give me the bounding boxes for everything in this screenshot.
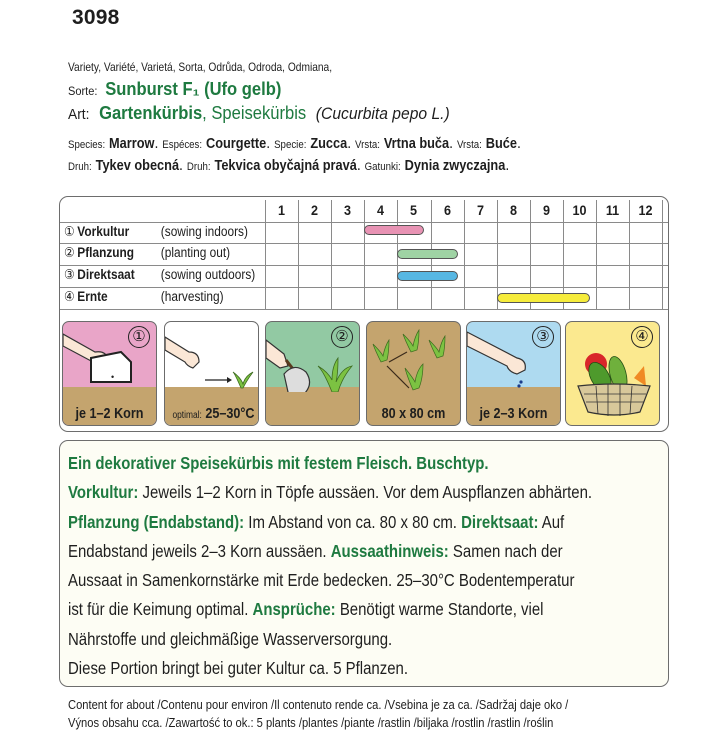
- species-value: Dynia zwyczajna: [404, 158, 506, 174]
- activity-translation: (sowing outdoors): [160, 267, 256, 283]
- species-value: Tekvica obyčajná pravá: [214, 158, 357, 174]
- species-value: Courgette: [206, 136, 267, 152]
- description-line: [68, 625, 577, 654]
- footer-line-2: Výnos obsahu cca. /Zawartość to ok.: 5 plants /plantes /piante /rastlin /biljaka /rostlin /rastlin /roślin: [68, 715, 554, 730]
- variety-header: Variety, Variété, Varietá, Sorta, Odrůda, Odroda, Odmiana,: [68, 61, 333, 74]
- month-header: 12: [638, 202, 653, 218]
- activity-translation: (planting out): [160, 245, 231, 261]
- activity-name: Pflanzung: [77, 245, 135, 261]
- description-text: Jeweils 1–2 Korn in Töpfe aussäen. Vor dem Auspflanzen abhärten.: [138, 482, 593, 503]
- grid-line: [596, 200, 597, 309]
- species-translations-1: Species: Marrow. Espéces: Courgette. Specie: Zucca. Vrsta: Vrtna buča. Vrsta: Buće.: [68, 135, 521, 152]
- art-label: Art:: [68, 106, 90, 123]
- grid-line: [60, 243, 668, 244]
- grid-line: [497, 200, 498, 309]
- description-line: [68, 595, 577, 624]
- description-text: Im Abstand von ca. 80 x 80 cm.: [244, 511, 462, 532]
- grid-line: [265, 200, 266, 309]
- month-header: 7: [476, 202, 484, 218]
- description-line: [68, 654, 577, 683]
- instruction-tile-2: [164, 321, 259, 426]
- month-header: 3: [344, 202, 352, 218]
- description-text: ist für die Keimung optimal.: [68, 599, 253, 620]
- month-header: 1: [277, 202, 286, 218]
- step-badge-icon: ①: [128, 326, 150, 348]
- species-label: Espéces:: [162, 139, 203, 151]
- species-label: Druh:: [186, 161, 211, 173]
- species-label: Specie:: [274, 139, 307, 151]
- calendar-row-label: [64, 267, 256, 283]
- calendar-row-label: [64, 245, 231, 261]
- species-label: Species:: [68, 139, 106, 151]
- grid-line: [60, 222, 668, 223]
- variety-name-line: [68, 79, 281, 100]
- calendar-bar-direktsaat: [397, 271, 457, 281]
- activity-name: Vorkultur: [77, 223, 130, 239]
- step-badge-icon: ④: [631, 326, 653, 348]
- month-header: 11: [605, 202, 620, 218]
- grid-line: [464, 200, 465, 309]
- month-header: 6: [443, 202, 451, 218]
- description-keyword: Aussaathinweis:: [330, 540, 449, 561]
- step-number-icon: ①: [64, 223, 75, 239]
- instruction-tile-4: [366, 321, 461, 426]
- description-body: [68, 478, 660, 683]
- description-text: Nährstoffe und gleichmäßige Wasserversorgung.: [68, 628, 393, 649]
- description-keyword: Direktsaat:: [461, 511, 539, 532]
- activity-name: Ernte: [77, 288, 108, 304]
- calendar-bar-pflanzung: [397, 249, 457, 259]
- step-number-icon: ③: [64, 267, 75, 283]
- grid-line: [60, 265, 668, 266]
- description-keyword: Vorkultur:: [68, 482, 139, 503]
- species-label: Druh:: [68, 161, 92, 173]
- step-number-icon: ④: [64, 288, 75, 304]
- tile-caption-prefix: optimal:: [172, 410, 202, 421]
- description-text: Diese Portion bringt bei guter Kultur ca. 5 Pflanzen.: [68, 658, 409, 679]
- tile-caption: [374, 405, 452, 422]
- species-label: Gatunki:: [364, 161, 401, 173]
- grid-line: [60, 287, 668, 288]
- step-badge-icon: ③: [532, 326, 554, 348]
- variety-name: Sunburst F₁ (Ufo gelb): [105, 79, 282, 99]
- grid-line: [629, 200, 630, 309]
- description-keyword: Pflanzung (Endabstand):: [68, 511, 245, 532]
- species-value: Buće: [485, 136, 518, 152]
- month-header: 8: [509, 202, 517, 218]
- species-translations-2: Druh: Tykev obecná. Druh: Tekvica obyčajná pravá. Gatunki: Dynia zwyczajna.: [68, 157, 510, 174]
- svg-text:•: •: [111, 372, 115, 382]
- grid-line: [331, 200, 332, 309]
- description-line: [68, 508, 577, 537]
- description-text: Auf: [538, 511, 565, 532]
- step-number-icon: ②: [64, 245, 75, 261]
- species-label: Vrsta:: [355, 139, 380, 151]
- instruction-tile-1: [62, 321, 157, 426]
- description-text: Benötigt warme Standorte, viel: [335, 599, 544, 620]
- tile-caption-text: je 1–2 Korn: [75, 405, 144, 422]
- description-text: Aussaat in Samenkornstärke mit Erde bedecken. 25–30°C Bodentemperatur: [68, 570, 575, 591]
- species-label: Vrsta:: [456, 139, 482, 151]
- step-badge-icon: ②: [331, 326, 353, 348]
- description-line: [68, 566, 577, 595]
- latin-name: (Cucurbita pepo L.): [315, 104, 450, 123]
- species-value: Vrtna buča: [383, 136, 450, 152]
- activity-translation: (harvesting): [160, 288, 224, 304]
- tile-caption-text: 25–30°C: [205, 405, 255, 422]
- grid-line: [364, 200, 365, 309]
- sowing-calendar-panel: [59, 196, 669, 432]
- description-line: [68, 537, 577, 566]
- grid-line: [662, 200, 663, 309]
- description-keyword: Ansprüche:: [252, 599, 336, 620]
- calendar-bar-vorkultur: [364, 225, 424, 235]
- description-text: Endabstand jeweils 2–3 Korn aussäen.: [68, 540, 331, 561]
- species-value: Marrow: [109, 136, 155, 152]
- month-header: 4: [377, 202, 385, 218]
- month-header: 10: [572, 202, 587, 218]
- tile-illustration-icon: [165, 322, 259, 397]
- month-header: 2: [311, 202, 319, 218]
- instruction-tile-6: [565, 321, 660, 426]
- footer-line-1: Content for about /Contenu pour environ /Il contenuto rende ca. /Vsebina je za ca. /Sadržaj daje oko /: [68, 698, 569, 712]
- art-name: Gartenkürbis: [99, 103, 203, 123]
- variety-label: Sorte:: [68, 84, 98, 98]
- instruction-tile-5: [466, 321, 561, 426]
- tile-illustration-icon: [367, 322, 461, 397]
- month-header: 5: [410, 202, 418, 218]
- tile-caption: [474, 405, 552, 422]
- species-value: Tykev obecná: [95, 158, 180, 174]
- activity-name: Direktsaat: [77, 267, 135, 283]
- month-header: 9: [542, 202, 550, 218]
- species-value: Zucca: [310, 136, 348, 152]
- calendar-row-label: [64, 223, 248, 240]
- description-text: Samen nach der: [448, 540, 563, 561]
- species-name-line: [68, 103, 450, 124]
- calendar-row-label: [64, 288, 224, 305]
- description-line: [68, 478, 593, 507]
- instruction-tile-3: [265, 321, 360, 426]
- tile-caption: [70, 405, 148, 422]
- tile-caption-text: je 2–3 Korn: [479, 405, 548, 422]
- activity-translation: (sowing indoors): [160, 223, 248, 239]
- description-box: [59, 440, 669, 687]
- grid-line: [60, 309, 668, 310]
- tile-caption-text: 80 x 80 cm: [381, 405, 446, 422]
- calendar-bar-ernte: [497, 293, 590, 303]
- product-code: 3098: [72, 6, 120, 29]
- grid-line: [298, 200, 299, 309]
- tile-caption: [172, 405, 255, 422]
- description-headline: Ein dekorativer Speisekürbis mit festem Fleisch. Buschtyp.: [68, 453, 489, 473]
- content-footer: [68, 697, 568, 732]
- art-alt-name: , Speisekürbis: [202, 103, 307, 123]
